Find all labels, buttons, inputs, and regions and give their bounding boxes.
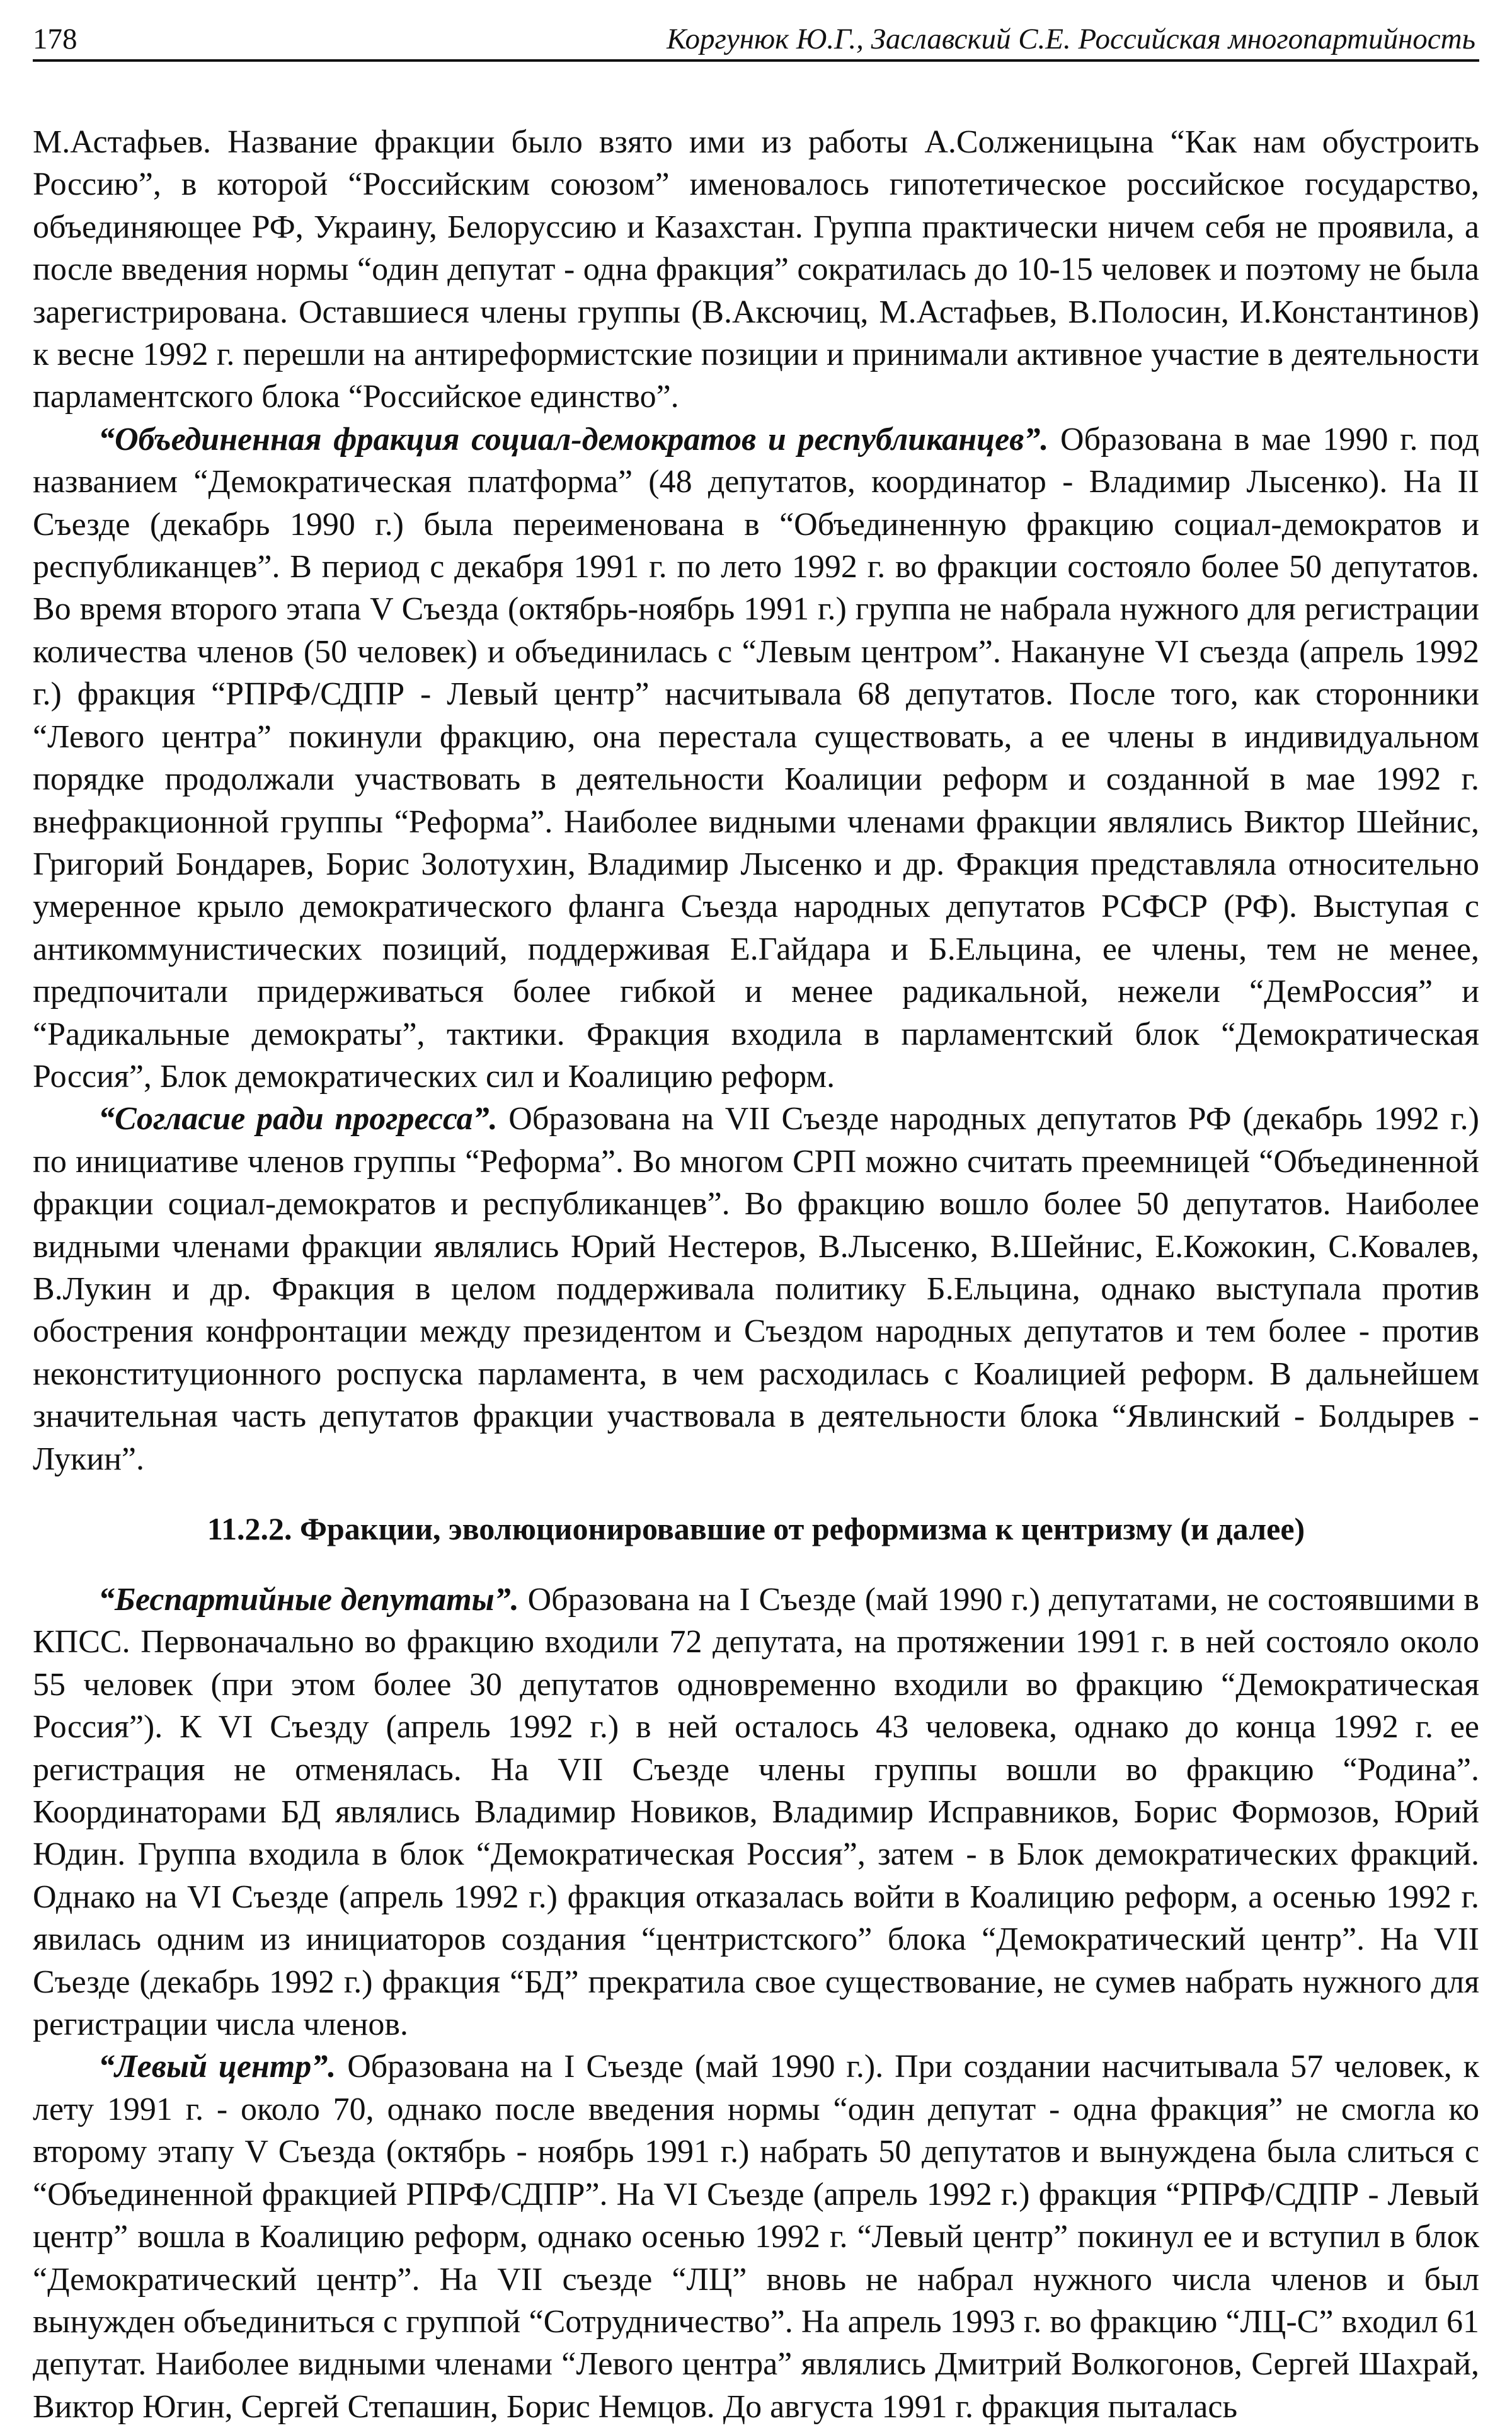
running-title: Коргунюк Ю.Г., Заславский С.Е. Российская многопартийность (667, 23, 1475, 55)
paragraph-text: М.Астафьев. Название фракции было взято ими из работы А.Солженицына “Как нам обустроить Россию”, в которой “Российским союзом” именовалось гипотетическое российское государство, объединяющее РФ, Украину, Белоруссию и Казахстан. Группа практически ничем себя не проявила, а после введения нормы “один депутат - одна фракция” сократилась до 10-15 человек и поэтому не была зарегистрирована. Оставшиеся члены группы (В.Аксючиц, М.Астафьев, В.Полосин, И.Константинов) к весне 1992 г. перешли на антиреформистские позиции и принимали активное участие в деятельности парламентского блока “Российское единство”. (33, 124, 1479, 415)
paragraph-text: Образована в мае 1990 г. под названием “Демократическая платформа” (48 депутатов, координатор - Владимир Лысенко). На II Съезде (декабрь 1990 г.) была переименована в “Объединенную фракцию социал-демократов и республиканцев”. В период с декабря 1991 г. по лето 1992 г. во фракции состояло более 50 депутатов. Во время второго этапа V Съезда (октябрь-ноябрь 1991 г.) группа не набрала нужного для регистрации количества членов (50 человек) и объединилась с “Левым центром”. Накануне VI съезда (апрель 1992 г.) фракция “РПРФ/СДПР - Левый центр” насчитывала 68 депутатов. После того, как сторонники “Левого центра” покинули фракцию, она перестала существовать, а ее члены в индивидуальном порядке продолжали участвовать в деятельности Коалиции реформ и созданной в мае 1992 г. внефракционной группы “Реформа”. Наиболее видными членами фракции являлись Виктор Шейнис, Григорий Бондарев, Борис Золотухин, Владимир Лысенко и др. Фракция представляла относительно умеренное крыло демократического фланга Съезда народных депутатов РСФСР (РФ). Выступая с антикоммунистических позиций, поддерживая Е.Гайдара и Б.Ельцина, ее члены, тем не менее, предпочитали придерживаться более гибкой и менее радикальной, нежели “ДемРоссия” и “Радикальные демократы”, тактики. Фракция входила в парламентский блок “Демократическая Россия”, Блок демократических сил и Коалицию реформ. (33, 421, 1479, 1095)
book-page (33, 19, 1479, 2425)
running-header (33, 19, 1479, 62)
section-heading: 11.2.2. Фракции, эволюционировавшие от реформизма к центризму (и далее) (207, 1511, 1305, 1546)
page-number: 178 (33, 23, 77, 55)
paragraph-united-social-democrats (33, 418, 1479, 1098)
paragraph-consent-for-progress (33, 1098, 1479, 1480)
paragraph-text: Образована на I Съезде (май 1990 г.) депутатами, не состоявшими в КПСС. Первоначально во фракцию входили 72 депутата, на протяжении 1991 г. в ней состояло около 55 человек (при этом более 30 депутатов одновременно входили во фракцию “Демократическая Россия”). К VI Съезду (апрель 1992 г.) в ней осталось 43 человека, однако до конца 1992 г. ее регистрация не отменялась. На VII Съезде члены группы вошли во фракцию “Родина”. Координаторами БД являлись Владимир Новиков, Владимир Исправников, Борис Формозов, Юрий Юдин. Группа входила в блок “Демократическая Россия”, затем - в Блок демократических фракций. Однако на VI Съезде (апрель 1992 г.) фракция отказалась войти в Коалицию реформ, а осенью 1992 г. явилась одним из инициаторов создания “центристского” блока “Демократический центр”. На VII Съезде (декабрь 1992 г.) фракция “БД” прекратила свое существование, не сумев набрать нужного для регистрации числа членов. (33, 1582, 1479, 2043)
faction-name: “Беспартийные депутаты”. (98, 1582, 519, 1618)
faction-name: “Согласие ради прогресса”. (98, 1101, 498, 1137)
faction-name: “Объединенная фракция социал-демократов и республиканцев”. (98, 421, 1049, 457)
paragraph-text: Образована на I Съезде (май 1990 г.). При создании насчитывала 57 человек, к лету 1991 г. - около 70, однако после введения нормы “один депутат - одна фракция” не смогла ко второму этапу V Съезда (октябрь - ноябрь 1991 г.) набрать 50 депутатов и вынуждена была слиться с “Объединенной фракцией РПРФ/СДПР”. На VI Съезде (апрель 1992 г.) фракция “РПРФ/СДПР - Левый центр” вошла в Коалицию реформ, однако осенью 1992 г. “Левый центр” покинул ее и вступил в блок “Демократический центр”. На VII съезде “ЛЦ” вновь не набрал нужного числа членов и был вынужден объединиться с группой “Сотрудничество”. На апрель 1993 г. во фракцию “ЛЦ-С” входил 61 депутат. Наиболее видными членами “Левого центра” являлись Дмитрий Волкогонов, Сергей Шахрай, Виктор Югин, Сергей Степашин, Борис Немцов. До августа 1991 г. фракция пыталась (33, 2049, 1479, 2425)
faction-name: “Левый центр”. (98, 2049, 336, 2085)
paragraph-text: Образована на VII Съезде народных депутатов РФ (декабрь 1992 г.) по инициативе членов группы “Реформа”. Во многом СРП можно считать преемницей “Объединенной фракции социал-демократов и республиканцев”. Во фракцию вошло более 50 депутатов. Наиболее видными членами фракции являлись Юрий Нестеров, В.Лысенко, В.Шейнис, Е.Кожокин, С.Ковалев, В.Лукин и др. Фракция в целом поддерживала политику Б.Ельцина, однако выступала против обострения конфронтации между президентом и Съездом народных депутатов и тем более - против неконституционного роспуска парламента, в чем расходилась с Коалицией реформ. В дальнейшем значительная часть депутатов фракции участвовала в деятельности блока “Явлинский - Болдырев - Лукин”. (33, 1101, 1479, 1477)
page-body (33, 62, 1479, 2428)
paragraph-russian-union-continued (33, 121, 1479, 418)
paragraph-non-party-deputies (33, 1579, 1479, 2045)
paragraph-left-center (33, 2045, 1479, 2428)
